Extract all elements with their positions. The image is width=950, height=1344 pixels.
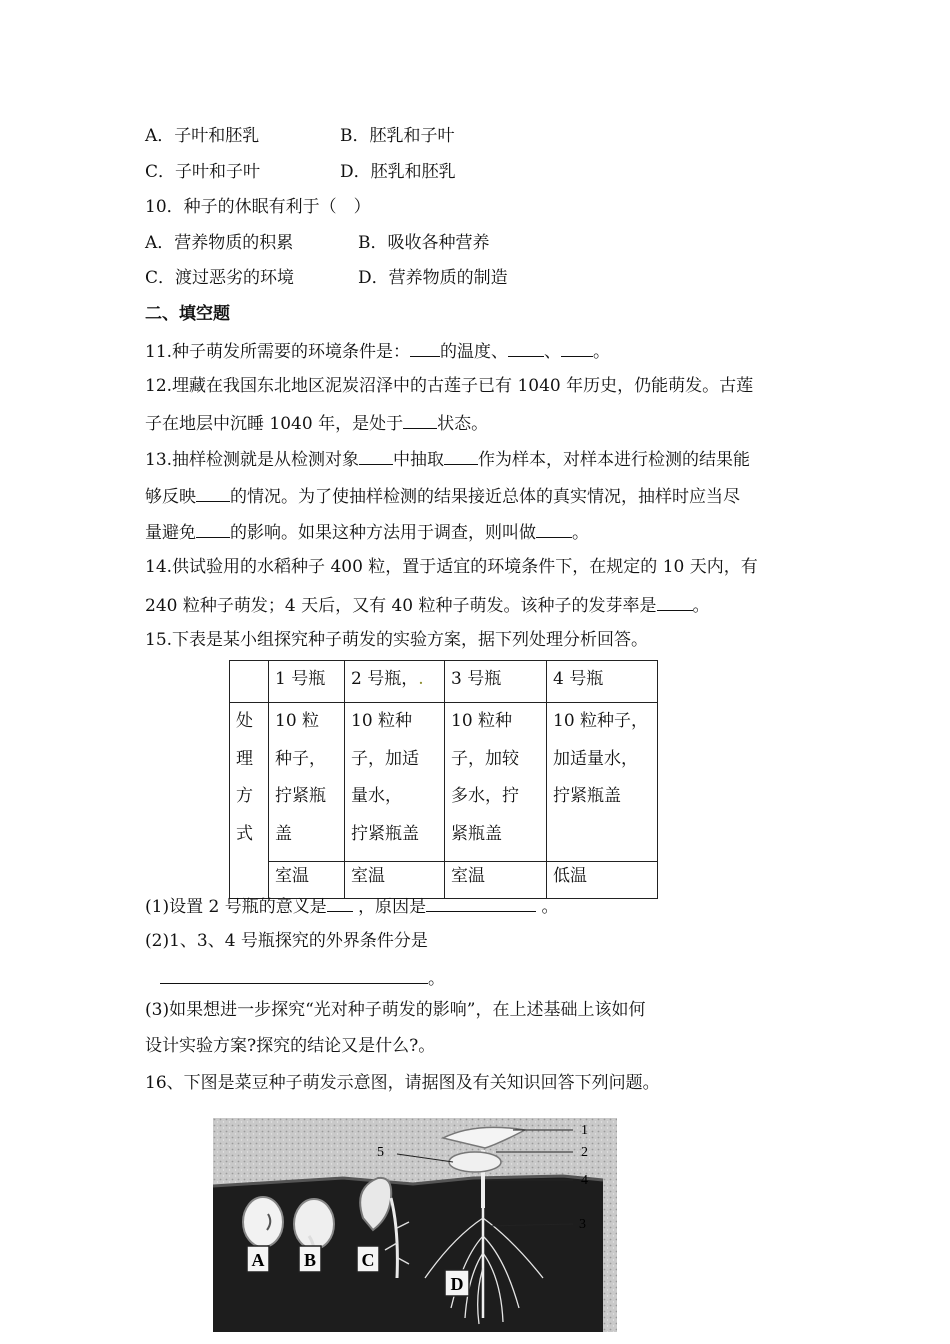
treatment-cell-1 — [269, 703, 345, 862]
q13-text-1a: 13.抽样检测就是从检测对象 — [145, 450, 360, 470]
q13-text-3c: 。 — [572, 523, 589, 543]
cell-line: 10 粒种 — [351, 711, 413, 731]
q10-option-d: D．营养物质的制造 — [358, 268, 508, 288]
q11-text-3: 、 — [544, 342, 562, 362]
answer-blank[interactable] — [196, 485, 230, 502]
cell-line: 加适量水， — [553, 748, 638, 769]
cell-line: 种子， — [275, 748, 326, 769]
answer-blank[interactable] — [327, 895, 353, 912]
answer-blank[interactable] — [561, 340, 593, 357]
number-3: 3 — [579, 1217, 586, 1232]
row-label-char: 理 — [236, 748, 253, 769]
cell-line: 拧紧瓶 — [275, 786, 326, 806]
answer-blank[interactable] — [359, 448, 393, 465]
label-b: B — [303, 1250, 317, 1270]
table-header-cell: 3 号瓶 — [445, 661, 547, 703]
q9-option-d: D．胚乳和胚乳 — [340, 162, 456, 182]
answer-blank[interactable] — [444, 448, 478, 465]
q13-line-3 — [145, 521, 589, 543]
table-corner-cell — [230, 661, 269, 703]
table-treatment-row — [230, 703, 658, 862]
treatment-cell-4 — [547, 703, 658, 862]
q14-line-1: 14.供试验用的水稻种子 400 粒，置于适宜的环境条件下，在规定的 10 天内，有 — [145, 557, 758, 577]
q15-sub2-answer — [160, 967, 445, 989]
q12-text-a: 子在地层中沉睡 1040 年，是处于 — [145, 414, 404, 434]
seed-a-icon — [243, 1197, 283, 1247]
cell-line: 10 粒 — [275, 711, 320, 731]
q15-sub1-a: (1)设置 2 号瓶的意义是 — [145, 897, 327, 917]
answer-blank[interactable] — [403, 412, 437, 429]
label-c: C — [361, 1250, 375, 1270]
answer-blank[interactable] — [426, 895, 536, 912]
answer-blank[interactable] — [410, 340, 440, 357]
row-label-char: 方 — [236, 786, 253, 806]
cell-line: 10 粒种子， — [553, 711, 649, 731]
row-label-char: 式 — [236, 823, 253, 844]
q13-text-2b: 的情况。为了使抽样检测的结果接近总体的真实情况，抽样时应当尽 — [230, 487, 740, 507]
q15-sub2-end: 。 — [428, 969, 445, 989]
table-header-cell — [345, 661, 445, 703]
table-header-cell: 1 号瓶 — [269, 661, 345, 703]
cell-line: 盖 — [275, 823, 292, 844]
q15-stem: 15.下表是某小组探究种子萌发的实验方案，据下列处理分析回答。 — [145, 630, 649, 650]
row-label-cell — [230, 703, 269, 899]
q9-option-a: A．子叶和胚乳 — [145, 126, 260, 146]
temperature-cell: 室温 — [445, 862, 547, 899]
answer-blank[interactable] — [196, 521, 230, 538]
q14-line-2 — [145, 594, 710, 616]
temperature-cell: 低温 — [547, 862, 658, 899]
number-4: 4 — [581, 1173, 588, 1188]
cell-line: 10 粒种 — [451, 711, 513, 731]
temperature-cell: 室温 — [345, 862, 445, 899]
treatment-cell-2 — [345, 703, 445, 862]
q10-stem: 10．种子的休眠有利于（ ） — [145, 197, 371, 217]
table-header-cell: 4 号瓶 — [547, 661, 658, 703]
table-temperature-row — [230, 862, 658, 899]
q12-text-b: 状态。 — [437, 414, 489, 434]
q10-option-c: C．渡过恶劣的环境 — [145, 268, 295, 288]
number-2: 2 — [581, 1145, 588, 1160]
table-header-row — [230, 661, 658, 703]
answer-blank[interactable] — [160, 967, 428, 984]
q15-sub1 — [145, 895, 559, 917]
q13-text-3a: 量避免 — [145, 523, 196, 543]
cell-line: 多水，拧 — [451, 786, 519, 806]
answer-blank[interactable] — [657, 594, 693, 611]
seed-b-icon — [294, 1199, 334, 1249]
answer-blank[interactable] — [536, 521, 572, 538]
q13-text-3b: 的影响。如果这种方法用于调查，则叫做 — [230, 523, 536, 543]
q9-option-c: C．子叶和子叶 — [145, 162, 261, 182]
q14-text-a: 240 粒种子萌发；4 天后，又有 40 粒种子萌发。该种子的发芽率是 — [145, 596, 657, 616]
number-1: 1 — [581, 1123, 588, 1138]
label-d: D — [450, 1274, 464, 1294]
cell-line: 量水， — [351, 786, 402, 806]
q9-option-b: B．胚乳和子叶 — [340, 126, 455, 146]
table-header-text: 2 号瓶， — [351, 669, 419, 689]
q11-text-2: 的温度、 — [440, 342, 509, 362]
q16-stem: 16、下图是菜豆种子萌发示意图，请据图及有关知识回答下列问题。 — [145, 1073, 660, 1093]
q14-text-b: 。 — [692, 596, 710, 616]
q11 — [145, 340, 610, 362]
q13-line-2 — [145, 485, 740, 507]
q13-text-1c: 作为样本，对样本进行检测的结果能 — [478, 450, 751, 470]
treatment-cell-3 — [445, 703, 547, 862]
q10-option-b: B．吸收各种营养 — [358, 233, 490, 253]
cell-line: 子，加较 — [451, 748, 519, 769]
plant-d-cotyledon — [449, 1152, 501, 1172]
cell-line: 拧紧瓶盖 — [351, 823, 419, 844]
seed-germination-figure — [213, 1118, 617, 1332]
cell-line: 紧瓶盖 — [451, 823, 502, 844]
q15-sub1-c: 。 — [536, 897, 559, 917]
row-label-char: 处 — [236, 711, 253, 731]
q13-line-1 — [145, 448, 750, 470]
answer-blank[interactable] — [508, 340, 544, 357]
q15-sub2: (2)1、3、4 号瓶探究的外界条件分是 — [145, 931, 428, 951]
number-5: 5 — [377, 1145, 384, 1160]
q11-text-1: 11.种子萌发所需要的环境条件是： — [145, 342, 411, 362]
q15-sub3-line-1: (3)如果想进一步探究“光对种子萌发的影响”，在上述基础上该如何 — [145, 1000, 646, 1020]
stray-dot: . — [418, 669, 424, 689]
q11-text-5: 。 — [593, 342, 611, 362]
cell-line: 子，加适 — [351, 748, 419, 769]
q12-line-2 — [145, 412, 488, 434]
q10-option-a: A．营养物质的积累 — [145, 233, 294, 253]
q13-text-2a: 够反映 — [145, 487, 196, 507]
q13-text-1b: 中抽取 — [393, 450, 445, 470]
q15-sub1-b: ，原因是 — [352, 897, 427, 917]
q15-sub3-line-2: 设计实验方案?探究的结论又是什么?。 — [145, 1036, 436, 1056]
q12-line-1: 12.埋藏在我国东北地区泥炭沼泽中的古莲子已有 1040 年历史，仍能萌发。古莲 — [145, 376, 754, 396]
label-a: A — [251, 1250, 265, 1270]
experiment-table — [229, 660, 658, 899]
section-title: 二、填空题 — [145, 304, 230, 324]
cell-line: 拧紧瓶盖 — [553, 786, 621, 806]
temperature-cell: 室温 — [269, 862, 345, 899]
